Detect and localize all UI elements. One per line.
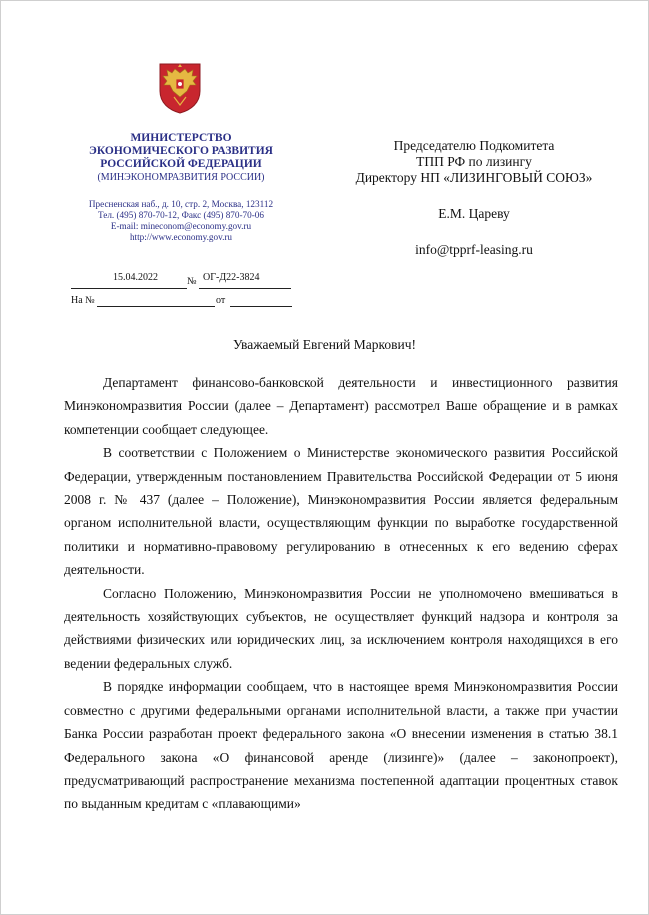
registration-number-label: № <box>187 276 197 287</box>
reference-label: На № <box>71 295 95 306</box>
addressee-block <box>321 138 627 258</box>
ministry-name <box>67 132 295 184</box>
body-paragraph: Департамент финансово-банковской деятельности и инвестиционного развития Минэкономразвития России (далее – Департамент) рассмотрел Ваше обращение и в рамках компетенции сообщает следующее. <box>64 375 618 437</box>
addressee-name: Е.М. Цареву <box>438 206 510 221</box>
ministry-contacts <box>61 199 301 243</box>
ministry-line: РОССИЙСКОЙ ФЕДЕРАЦИИ <box>100 158 262 170</box>
body-paragraph: В соответствии с Положением о Министерстве экономического развития Российской Федерации, утвержденным постановлением Правительства Российской Федерации от 5 июня 2008 г. № 437 (далее – Положение), Минэкономразвития России является федеральным органом исполнительной власти, осуществляющим функции по выработке государственной политики и нормативно-правовому регулированию в отнесенных к его ведению сферах деятельности. <box>64 445 618 578</box>
addressee-line: Директору НП «ЛИЗИНГОВЫЙ СОЮЗ» <box>355 170 593 185</box>
date-underline <box>71 288 187 289</box>
ministry-abbreviation: (МИНЭКОНОМРАЗВИТИЯ РОССИИ) <box>97 172 265 183</box>
ministry-line: ЭКОНОМИЧЕСКОГО РАЗВИТИЯ <box>89 145 273 157</box>
address-line: Пресненская наб., д. 10, стр. 2, Москва, 123112 <box>88 199 274 209</box>
reference-number-underline <box>97 306 215 307</box>
reference-from-label: от <box>216 295 226 306</box>
ministry-line: МИНИСТЕРСТВО <box>130 132 232 144</box>
website-line: http://www.economy.gov.ru <box>129 232 233 242</box>
body-paragraph: Согласно Положению, Минэкономразвития России не уполномочено вмешиваться в деятельность хозяйствующих субъектов, не осуществляет функций надзора и контроля за действиями физических или юридических лиц, за исключением контроля находящихся в его ведении федеральных служб. <box>64 585 618 671</box>
registration-date: 15.04.2022 <box>113 272 158 283</box>
letter-body <box>64 371 618 816</box>
addressee-line: ТПП РФ по лизингу <box>416 154 532 169</box>
addressee-email: info@tpprf-leasing.ru <box>415 242 533 257</box>
email-line: E-mail: mineconom@economy.gov.ru <box>110 221 252 231</box>
registration-number: ОГ-Д22-3824 <box>203 272 260 283</box>
number-underline <box>199 288 291 289</box>
phone-line: Тел. (495) 870-70-12, Факс (495) 870-70-06 <box>97 210 264 220</box>
salutation: Уважаемый Евгений Маркович! <box>232 337 417 352</box>
coat-of-arms-icon <box>157 61 203 115</box>
addressee-line: Председателю Подкомитета <box>393 138 555 153</box>
body-paragraph: В порядке информации сообщаем, что в настоящее время Минэкономразвития России совместно с другими федеральными органами исполнительной власти, а также при участии Банка России разработан проект федерального закона «О внесении изменения в статью 38.1 Федерального закона «О финансовой аренде (лизинге)» (далее – законопроект), предусматривающий распространение механизма постепенной адаптации процентных ставок по выданным кредитам с «плавающими» <box>64 679 618 812</box>
reference-date-underline <box>230 306 292 307</box>
